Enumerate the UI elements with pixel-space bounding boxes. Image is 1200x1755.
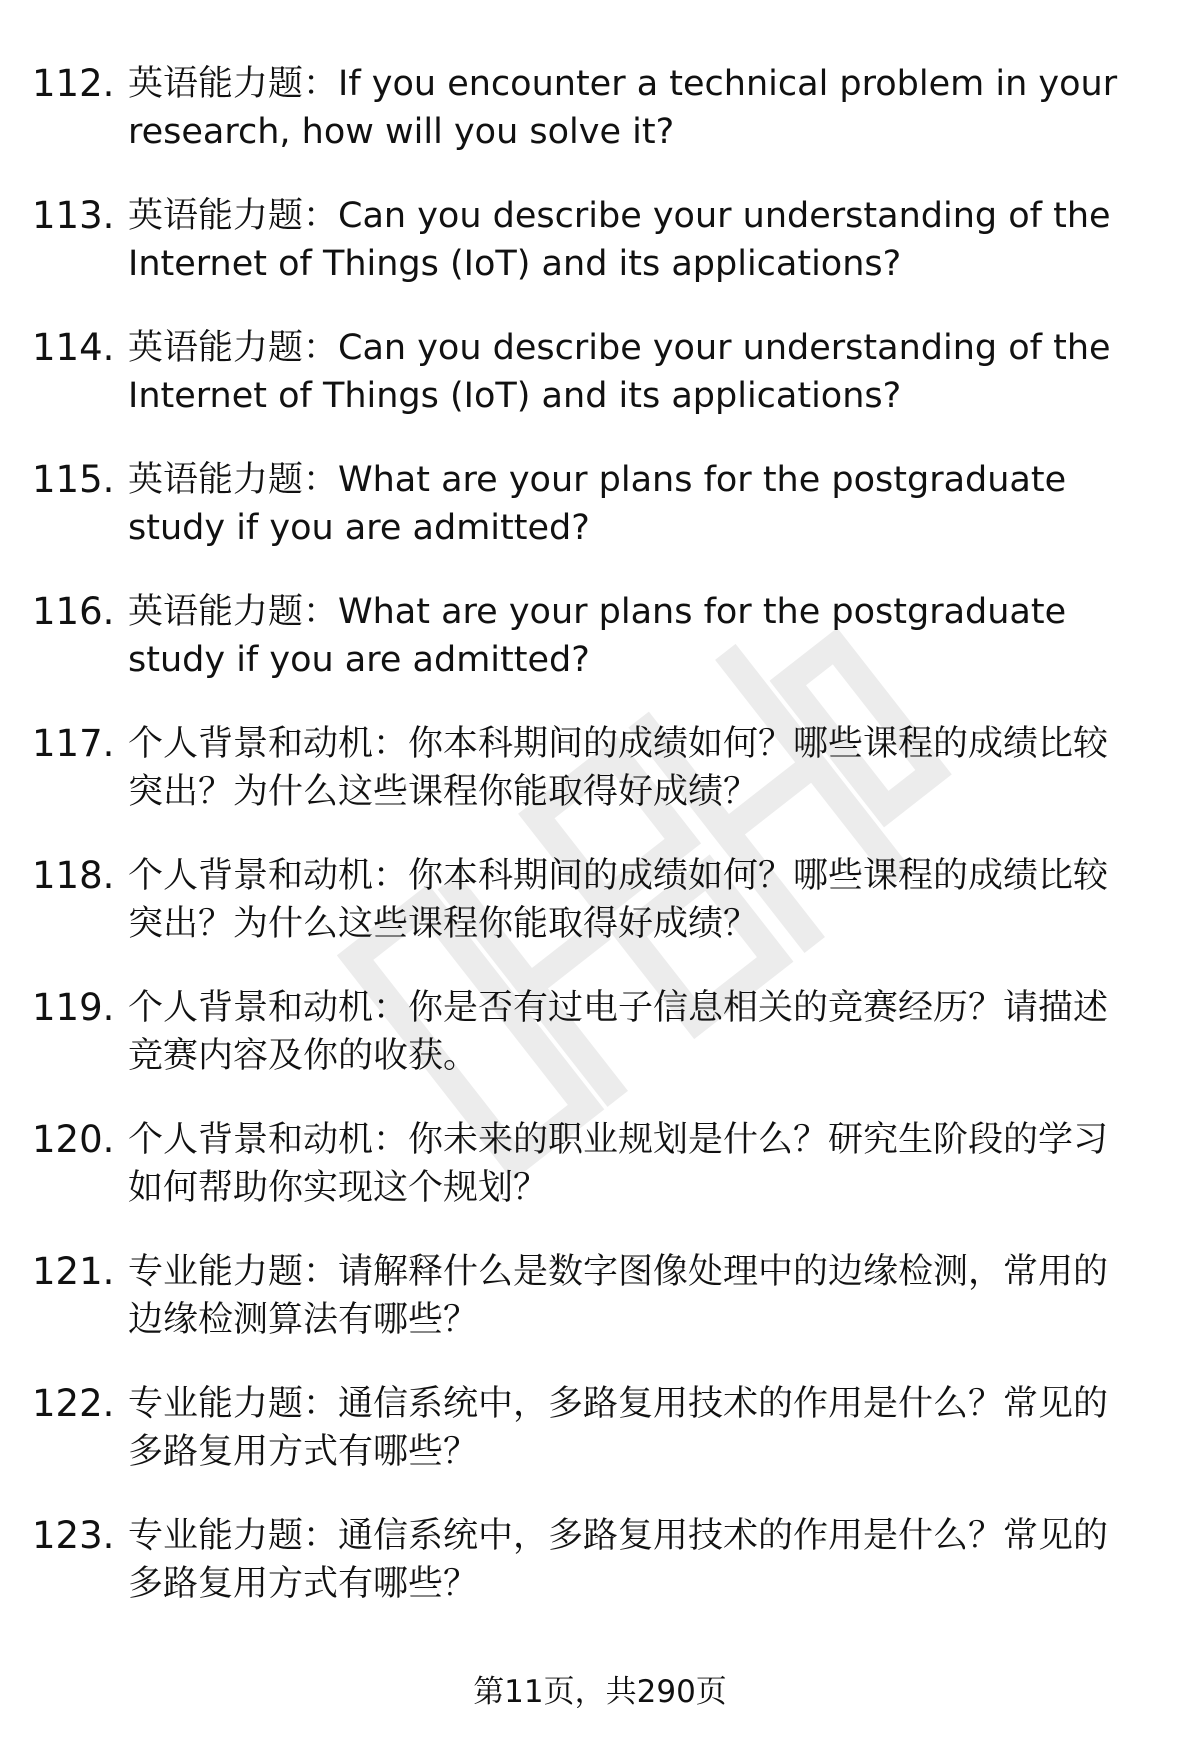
page-number-label: 第11页，共290页 — [473, 1674, 727, 1710]
question-text — [128, 588, 1173, 684]
question-number: 123. — [32, 1514, 115, 1557]
question-line: 如何帮助你实现这个规划？ — [128, 1168, 549, 1208]
question-number: 117. — [32, 722, 115, 765]
question-item — [32, 60, 1182, 192]
question-item — [32, 1512, 1182, 1644]
question-line: 个人背景和动机：你是否有过电子信息相关的竞赛经历？请描述 — [128, 988, 1109, 1028]
question-text — [128, 1248, 1173, 1344]
question-line: 个人背景和动机：你未来的职业规划是什么？研究生阶段的学习 — [128, 1120, 1109, 1160]
question-line: 专业能力题：通信系统中，多路复用技术的作用是什么？常见的 — [128, 1516, 1109, 1556]
question-text — [128, 1380, 1173, 1476]
question-line: 边缘检测算法有哪些？ — [128, 1300, 479, 1340]
question-number: 113. — [32, 194, 115, 237]
question-number: 122. — [32, 1382, 115, 1425]
question-item — [32, 984, 1182, 1116]
question-item — [32, 1248, 1182, 1380]
question-number: 114. — [32, 326, 115, 369]
question-number: 115. — [32, 458, 115, 501]
question-line: 英语能力题：What are your plans for the postgraduate — [128, 592, 1067, 632]
question-item — [32, 720, 1182, 852]
question-text — [128, 852, 1173, 948]
question-item — [32, 1380, 1182, 1512]
question-line: 英语能力题：If you encounter a technical problem in your — [128, 64, 1118, 104]
question-line: 个人背景和动机：你本科期间的成绩如何？哪些课程的成绩比较 — [128, 724, 1109, 764]
question-line: 专业能力题：请解释什么是数字图像处理中的边缘检测，常用的 — [128, 1252, 1109, 1292]
question-text — [128, 1512, 1173, 1608]
question-number: 118. — [32, 854, 115, 897]
question-item — [32, 588, 1182, 720]
question-line: 英语能力题：Can you describe your understanding of the — [128, 196, 1111, 236]
question-line: research, how will you solve it? — [128, 112, 675, 152]
question-number: 119. — [32, 986, 115, 1029]
question-text — [128, 456, 1173, 552]
question-line: 专业能力题：通信系统中，多路复用技术的作用是什么？常见的 — [128, 1384, 1109, 1424]
question-line: 突出？为什么这些课程你能取得好成绩？ — [128, 772, 759, 812]
question-line: 个人背景和动机：你本科期间的成绩如何？哪些课程的成绩比较 — [128, 856, 1109, 896]
question-line: Internet of Things (IoT) and its applications? — [128, 244, 902, 284]
question-text — [128, 984, 1173, 1080]
question-line: 英语能力题：What are your plans for the postgraduate — [128, 460, 1067, 500]
question-item — [32, 456, 1182, 588]
question-item — [32, 324, 1182, 456]
question-line: study if you are admitted? — [128, 508, 590, 548]
question-number: 120. — [32, 1118, 115, 1161]
question-line: 竞赛内容及你的收获。 — [128, 1036, 479, 1076]
question-line: 英语能力题：Can you describe your understanding of the — [128, 328, 1111, 368]
question-text — [128, 192, 1173, 288]
question-number: 121. — [32, 1250, 115, 1293]
question-list — [32, 60, 1182, 1644]
question-line: study if you are admitted? — [128, 640, 590, 680]
question-text — [128, 720, 1173, 816]
page-footer — [0, 1672, 1200, 1712]
question-text — [128, 60, 1173, 156]
question-number: 116. — [32, 590, 115, 633]
question-number: 112. — [32, 62, 115, 105]
question-item — [32, 852, 1182, 984]
question-text — [128, 324, 1173, 420]
question-line: 多路复用方式有哪些？ — [128, 1564, 479, 1604]
question-text — [128, 1116, 1173, 1212]
question-item — [32, 192, 1182, 324]
question-line: Internet of Things (IoT) and its applications? — [128, 376, 902, 416]
question-line: 突出？为什么这些课程你能取得好成绩？ — [128, 904, 759, 944]
question-line: 多路复用方式有哪些？ — [128, 1432, 479, 1472]
question-item — [32, 1116, 1182, 1248]
